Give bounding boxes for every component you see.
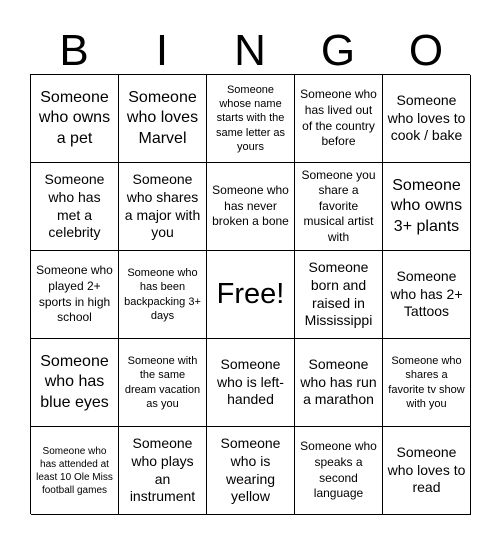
bingo-cell[interactable]: Someone who has run a marathon (295, 339, 383, 427)
bingo-cell[interactable]: Someone who is wearing yellow (207, 427, 295, 515)
bingo-cell[interactable]: Someone who loves to cook / bake (383, 75, 471, 163)
bingo-cell[interactable]: Someone who played 2+ sports in high school (31, 251, 119, 339)
bingo-cell[interactable]: Someone who has blue eyes (31, 339, 119, 427)
bingo-cell[interactable]: Someone who plays an instrument (119, 427, 207, 515)
header-letter-o: O (408, 26, 444, 75)
free-space[interactable]: Free! (207, 251, 295, 339)
bingo-cell[interactable]: Someone who has never broken a bone (207, 163, 295, 251)
bingo-header (30, 22, 470, 80)
bingo-cell[interactable]: Someone who loves to read (383, 427, 471, 515)
header-letter-i: I (155, 26, 169, 75)
bingo-cell[interactable]: Someone who shares a major with you (119, 163, 207, 251)
bingo-cell[interactable]: Someone who has attended at least 10 Ole Miss football games (31, 427, 119, 515)
bingo-cell[interactable]: Someone born and raised in Mississippi (295, 251, 383, 339)
bingo-cell[interactable]: Someone who has been backpacking 3+ days (119, 251, 207, 339)
bingo-cell[interactable]: Someone who has met a celebrity (31, 163, 119, 251)
bingo-cell[interactable]: Someone who is left-handed (207, 339, 295, 427)
bingo-grid (30, 74, 470, 514)
bingo-cell[interactable]: Someone who owns 3+ plants (383, 163, 471, 251)
header-letter-n: N (234, 26, 266, 75)
bingo-cell[interactable]: Someone you share a favorite musical artist with (295, 163, 383, 251)
bingo-cell[interactable]: Someone with the same dream vacation as you (119, 339, 207, 427)
bingo-cell[interactable]: Someone who has lived out of the country before (295, 75, 383, 163)
bingo-cell[interactable]: Someone who speaks a second language (295, 427, 383, 515)
bingo-cell[interactable]: Someone whose name starts with the same letter as yours (207, 75, 295, 163)
header-letter-g: G (320, 26, 356, 75)
header-letter-b: B (59, 26, 89, 75)
bingo-cell[interactable]: Someone who shares a favorite tv show with you (383, 339, 471, 427)
bingo-cell[interactable]: Someone who has 2+ Tattoos (383, 251, 471, 339)
bingo-cell[interactable]: Someone who owns a pet (31, 75, 119, 163)
bingo-cell[interactable]: Someone who loves Marvel (119, 75, 207, 163)
